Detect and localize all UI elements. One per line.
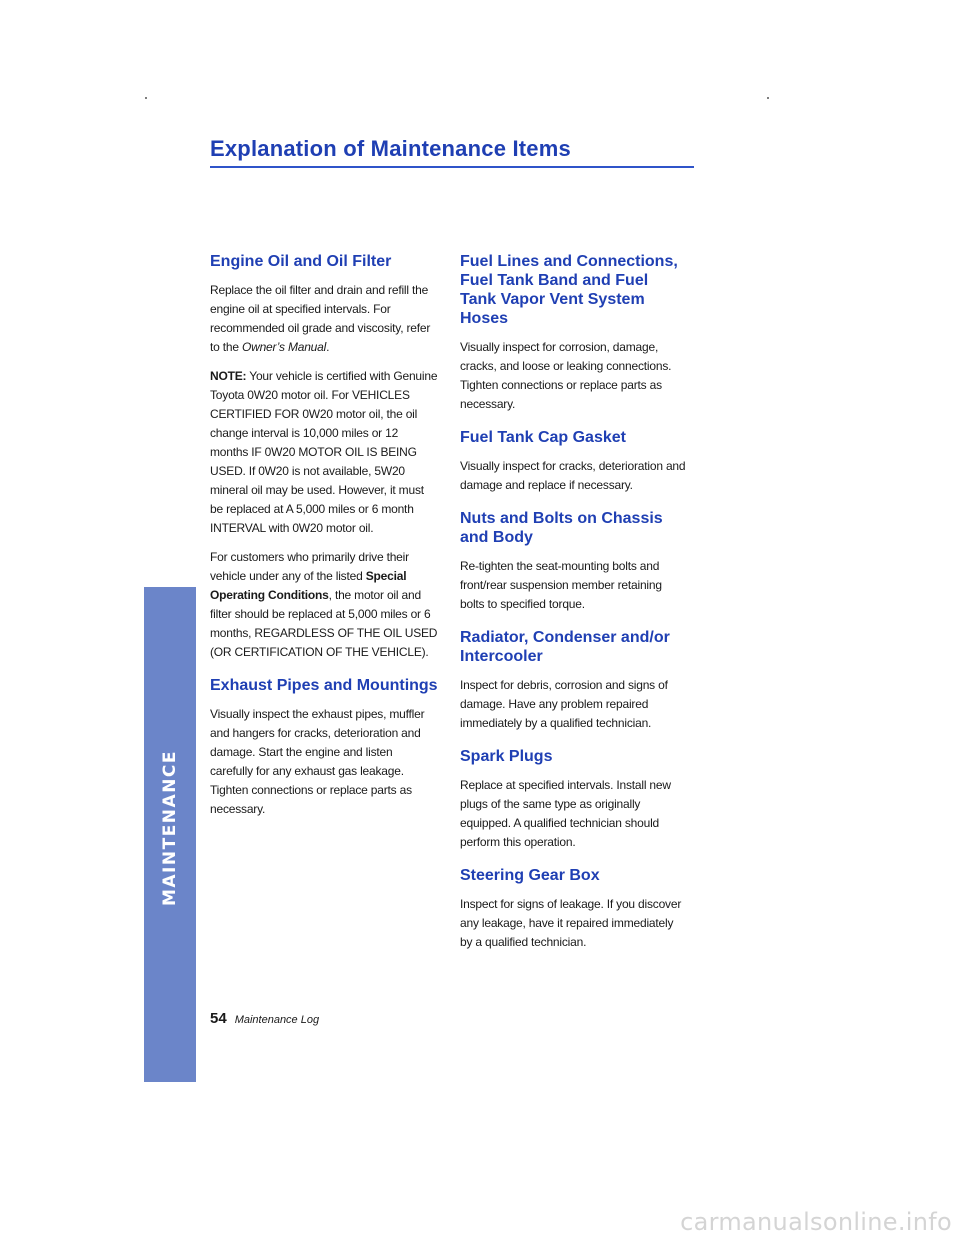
heading-exhaust: Exhaust Pipes and Mountings: [210, 677, 438, 694]
page-footer: [210, 1010, 319, 1028]
section-radiator: [460, 628, 688, 733]
paragraph-exhaust: Visually inspect the exhaust pipes, muffler and hangers for cracks, deterioration and damage. Start the engine and listen carefully for any exhaust gas leakage. Tighten connections or replace parts as necessary.: [210, 707, 425, 816]
note-text: Your vehicle is certified with Genuine Toyota 0W20 motor oil. For VEHICLES CERTIFIED FOR 0W20 motor oil, the oil change interval is 10,000 miles or 12 months IF 0W20 MOTOR OIL IS BEING USED. If 0W20 is not available, 5W20 mineral oil may be used. However, it must be replaced at A 5,000 miles or 6 month INTERVAL with 0W20 motor oil.: [210, 369, 438, 535]
heading-engine-oil: Engine Oil and Oil Filter: [210, 253, 392, 270]
right-column: [460, 252, 688, 966]
text-engine-oil-intro: Replace the oil filter and drain and refill the engine oil at specified intervals. For recommended oil grade and viscosity, refer to the: [210, 283, 431, 354]
heading-radiator: Radiator, Condenser and/or Intercooler: [460, 629, 670, 665]
section-engine-oil: [210, 252, 438, 662]
paragraph-fuel-cap: Visually inspect for cracks, deterioration and damage and replace if necessary.: [460, 459, 686, 492]
section-nuts-bolts: [460, 509, 688, 614]
heading-nuts-bolts: Nuts and Bolts on Chassis and Body: [460, 510, 663, 546]
heading-spark-plugs: Spark Plugs: [460, 748, 553, 765]
page-title: Explanation of Maintenance Items: [210, 136, 571, 161]
paragraph-nuts-bolts: Re-tighten the seat-mounting bolts and front/rear suspension member retaining bolts to specified torque.: [460, 559, 662, 611]
section-fuel-cap: [460, 428, 688, 495]
heading-fuel-cap: Fuel Tank Cap Gasket: [460, 429, 626, 446]
section-steering: [460, 866, 688, 952]
left-column: [210, 252, 438, 833]
heading-fuel-lines: Fuel Lines and Connections, Fuel Tank Band and Fuel Tank Vapor Vent System Hoses: [460, 253, 678, 327]
paragraph-steering: Inspect for signs of leakage. If you discover any leakage, have it repaired immediately by a qualified technician.: [460, 897, 682, 949]
paragraph-engine-oil-intro: [210, 281, 438, 357]
note-label: NOTE:: [210, 369, 247, 383]
page-number: 54: [210, 1010, 227, 1027]
paragraph-engine-oil-special: [210, 548, 438, 662]
paragraph-fuel-lines: Visually inspect for corrosion, damage, cracks, and loose or leaking connections. Tighten connections or replace parts as necessary.: [460, 340, 672, 411]
footer-label: Maintenance Log: [234, 1014, 320, 1026]
text-special-end: , the motor oil and filter should be replaced at 5,000 miles or 6 months, REGARDLESS OF THE OIL USED (OR CERTIFICATION OF THE VEHICLE).: [210, 588, 438, 659]
text-special-conditions: Special Operating Conditions: [210, 569, 407, 602]
paragraph-spark-plugs: Replace at specified intervals. Install new plugs of the same type as originally equipped. A qualified technician should perform this operation.: [460, 778, 671, 849]
crop-mark-top-left: [145, 97, 147, 99]
section-spark-plugs: [460, 747, 688, 852]
paragraph-engine-oil-note: [210, 367, 438, 538]
title-underline: [210, 166, 694, 168]
text-owners-manual: Owner’s Manual: [241, 340, 327, 354]
text-engine-oil-intro-end: .: [326, 340, 330, 354]
side-tab-label: MAINTENANCE: [160, 749, 180, 907]
paragraph-radiator: Inspect for debris, corrosion and signs of damage. Have any problem repaired immediately by a qualified technician.: [460, 678, 668, 730]
text-special-start: For customers who primarily drive their vehicle under any of the listed: [210, 550, 409, 583]
section-exhaust: [210, 676, 438, 819]
heading-steering: Steering Gear Box: [460, 867, 600, 884]
watermark: carmanualsonline.info: [680, 1208, 952, 1236]
section-fuel-lines: [460, 252, 688, 414]
crop-mark-top-right: [767, 97, 769, 99]
